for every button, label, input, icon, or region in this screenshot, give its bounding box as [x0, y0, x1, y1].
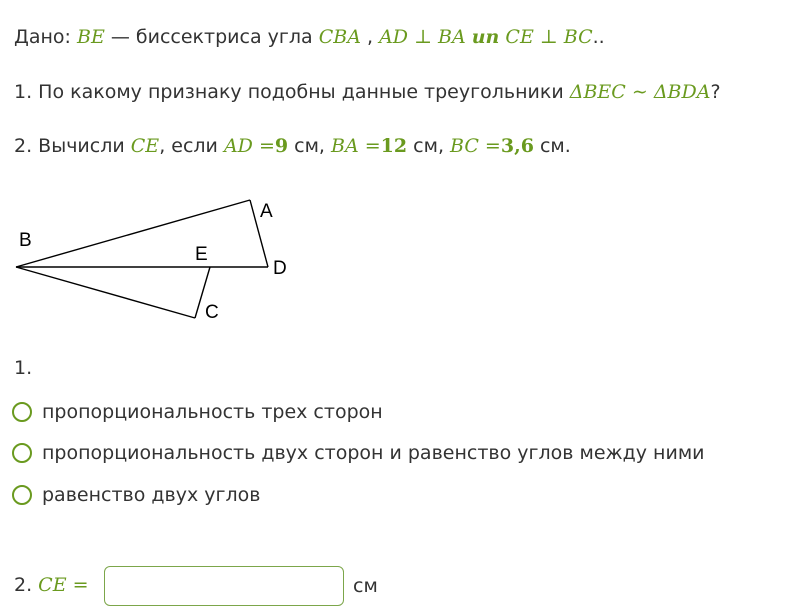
- triangle-figure: [8, 190, 298, 325]
- question-2-prefix: 2. Вычисли: [14, 135, 131, 157]
- ce-answer-input[interactable]: [104, 566, 344, 606]
- ad-value: 9: [274, 135, 289, 157]
- point-label-a: A: [260, 201, 273, 222]
- ba-value: 12: [380, 135, 408, 157]
- radio-button[interactable]: [12, 485, 32, 505]
- option-label: равенство двух углов: [42, 484, 261, 506]
- segment-ad: AD: [379, 26, 409, 48]
- angle-cba: CBA: [318, 26, 361, 48]
- question-1: [14, 81, 721, 103]
- perp-symbol: ⊥: [408, 26, 438, 48]
- segment-be: BE: [76, 26, 105, 48]
- unit-text: см,: [407, 135, 451, 157]
- question-1-end: ?: [710, 81, 721, 103]
- segment-ba: BA: [437, 26, 466, 48]
- question-2-if: , если: [159, 135, 224, 157]
- conjunction-un: un: [471, 26, 500, 48]
- segment-ba: BA: [331, 135, 359, 157]
- segment-bc-line: [16, 267, 195, 318]
- given-prefix: Дано:: [14, 26, 77, 48]
- equals-sign: =: [358, 135, 381, 157]
- equals-sign: =: [478, 135, 501, 157]
- answer-unit: см: [353, 575, 378, 597]
- triangle-bda: ΔBDA: [653, 81, 711, 103]
- question-2: [14, 135, 571, 157]
- triangle-bec: ΔBEC: [569, 81, 626, 103]
- point-label-d: D: [273, 258, 287, 279]
- unit-text: см.: [533, 135, 571, 157]
- segment-ce: CE: [38, 574, 67, 596]
- part-2-label: [14, 574, 89, 596]
- similarity-symbol: ∼: [625, 81, 654, 103]
- segment-bc: BC: [450, 135, 479, 157]
- option-label: пропорциональность двух сторон и равенство углов между ними: [42, 442, 705, 464]
- option-three-sides[interactable]: [12, 401, 383, 423]
- given-end: ..: [592, 26, 605, 48]
- segment-ad: AD: [223, 135, 253, 157]
- segment-ce: CE: [130, 135, 160, 157]
- unit-text: см,: [288, 135, 332, 157]
- part-2-number: 2.: [14, 574, 39, 596]
- equals-sign: =: [66, 574, 89, 596]
- radio-button[interactable]: [12, 402, 32, 422]
- bc-value: 3,6: [500, 135, 534, 157]
- perp-symbol: ⊥: [533, 26, 564, 48]
- point-label-c: C: [205, 302, 219, 323]
- question-1-text: 1. По какому признаку подобны данные треугольники: [14, 81, 570, 103]
- equals-sign: =: [252, 135, 275, 157]
- option-two-angles[interactable]: [12, 484, 260, 506]
- segment-bc: BC: [563, 26, 593, 48]
- option-two-sides-angle[interactable]: [12, 442, 705, 464]
- point-label-e: E: [195, 244, 208, 265]
- radio-button[interactable]: [12, 443, 32, 463]
- segment-ba-line: [16, 200, 250, 267]
- point-label-b: B: [19, 230, 32, 251]
- segment-ce: CE: [505, 26, 534, 48]
- given-line: [14, 26, 605, 48]
- option-label: пропорциональность трех сторон: [42, 401, 383, 423]
- part-1-label: 1.: [14, 357, 33, 379]
- given-bisector-text: — биссектриса угла: [104, 26, 319, 48]
- given-comma: ,: [360, 26, 380, 48]
